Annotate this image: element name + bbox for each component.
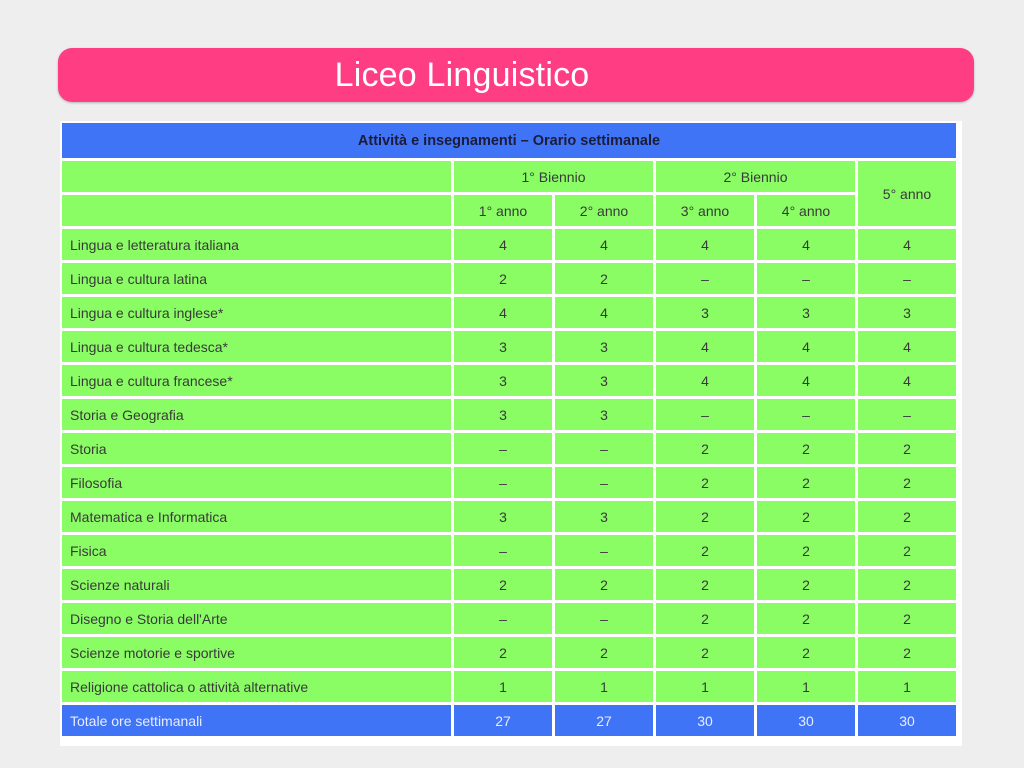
hours-cell: – [555,433,653,464]
hours-cell: – [555,535,653,566]
header-second-biennium: 2° Biennio [656,161,855,192]
hours-cell: 2 [858,467,956,498]
table-row [62,229,956,260]
hours-cell: 2 [555,569,653,600]
subject-cell: Storia e Geografia [62,399,451,430]
table-row [62,365,956,396]
total-hours-cell: 27 [454,705,552,736]
hours-cell: 2 [656,637,754,668]
total-label: Totale ore settimanali [62,705,451,736]
subject-cell: Scienze naturali [62,569,451,600]
hours-cell: – [555,603,653,634]
header-year-2: 2° anno [555,195,653,226]
table-row [62,263,956,294]
hours-cell: 4 [656,229,754,260]
table-caption-row [62,123,956,158]
hours-cell: 4 [555,229,653,260]
hours-cell: – [757,399,855,430]
hours-cell: 3 [555,501,653,532]
hours-cell: 1 [454,671,552,702]
subject-cell: Lingua e letteratura italiana [62,229,451,260]
hours-cell: 2 [858,501,956,532]
hours-cell: 4 [555,297,653,328]
subject-cell: Scienze motorie e sportive [62,637,451,668]
hours-cell: 3 [858,297,956,328]
hours-cell: 2 [757,637,855,668]
hours-cell: 2 [757,603,855,634]
hours-cell: 4 [656,331,754,362]
hours-cell: – [454,467,552,498]
subject-cell: Religione cattolica o attività alternative [62,671,451,702]
hours-cell: 4 [757,365,855,396]
subject-cell: Fisica [62,535,451,566]
table-row [62,671,956,702]
title-bar [58,48,974,102]
hours-cell: 2 [454,263,552,294]
hours-cell: 2 [454,569,552,600]
table-row [62,399,956,430]
hours-cell: – [454,535,552,566]
header-fifth-year: 5° anno [858,161,956,226]
subject-cell: Lingua e cultura tedesca* [62,331,451,362]
hours-cell: 2 [858,569,956,600]
hours-cell: 2 [757,501,855,532]
header-first-biennium: 1° Biennio [454,161,653,192]
year-header-row [62,195,956,226]
hours-cell: 3 [454,331,552,362]
hours-cell: 2 [656,569,754,600]
header-year-4: 4° anno [757,195,855,226]
subject-cell: Lingua e cultura francese* [62,365,451,396]
empty-header-cell [62,195,451,226]
hours-cell: 2 [656,603,754,634]
total-hours-cell: 30 [858,705,956,736]
hours-cell: 3 [555,331,653,362]
table-row [62,535,956,566]
hours-cell: 2 [757,569,855,600]
table-row [62,467,956,498]
hours-cell: 1 [555,671,653,702]
empty-header-cell [62,161,451,192]
schedule-table [59,120,959,739]
subject-cell: Storia [62,433,451,464]
table-row [62,569,956,600]
page-title: Liceo Linguistico [334,55,590,94]
hours-cell: – [454,433,552,464]
hours-cell: 2 [858,535,956,566]
hours-cell: 3 [454,399,552,430]
hours-cell: 2 [858,433,956,464]
hours-cell: – [656,263,754,294]
hours-cell: – [656,399,754,430]
table-row [62,603,956,634]
hours-cell: 3 [555,399,653,430]
table-row [62,433,956,464]
subject-cell: Matematica e Informatica [62,501,451,532]
hours-cell: 3 [555,365,653,396]
table-row [62,501,956,532]
hours-cell: 1 [858,671,956,702]
hours-cell: 2 [858,603,956,634]
hours-cell: 3 [757,297,855,328]
hours-cell: 1 [656,671,754,702]
hours-cell: – [858,263,956,294]
hours-cell: 4 [858,331,956,362]
header-year-3: 3° anno [656,195,754,226]
hours-cell: 2 [555,637,653,668]
hours-cell: – [454,603,552,634]
hours-cell: 1 [757,671,855,702]
hours-cell: 3 [454,501,552,532]
table-caption: Attività e insegnamenti – Orario settimanale [62,123,956,158]
hours-cell: 4 [858,229,956,260]
hours-cell: 4 [656,365,754,396]
total-hours-cell: 30 [656,705,754,736]
subject-cell: Lingua e cultura inglese* [62,297,451,328]
total-hours-cell: 27 [555,705,653,736]
schedule-table-container [60,121,962,746]
hours-cell: 2 [858,637,956,668]
hours-cell: – [555,467,653,498]
hours-cell: 2 [757,467,855,498]
hours-cell: 2 [454,637,552,668]
hours-cell: 2 [656,501,754,532]
hours-cell: 2 [656,467,754,498]
hours-cell: 3 [454,365,552,396]
hours-cell: 4 [858,365,956,396]
table-row [62,637,956,668]
table-row [62,297,956,328]
hours-cell: 2 [757,433,855,464]
hours-cell: – [757,263,855,294]
hours-cell: 4 [757,331,855,362]
hours-cell: 2 [757,535,855,566]
hours-cell: 4 [757,229,855,260]
subject-cell: Disegno e Storia dell'Arte [62,603,451,634]
table-row [62,331,956,362]
total-row [62,705,956,736]
hours-cell: 2 [555,263,653,294]
subject-cell: Lingua e cultura latina [62,263,451,294]
hours-cell: – [858,399,956,430]
hours-cell: 2 [656,433,754,464]
group-header-row [62,161,956,192]
total-hours-cell: 30 [757,705,855,736]
hours-cell: 3 [656,297,754,328]
hours-cell: 4 [454,297,552,328]
hours-cell: 2 [656,535,754,566]
hours-cell: 4 [454,229,552,260]
subject-cell: Filosofia [62,467,451,498]
header-year-1: 1° anno [454,195,552,226]
